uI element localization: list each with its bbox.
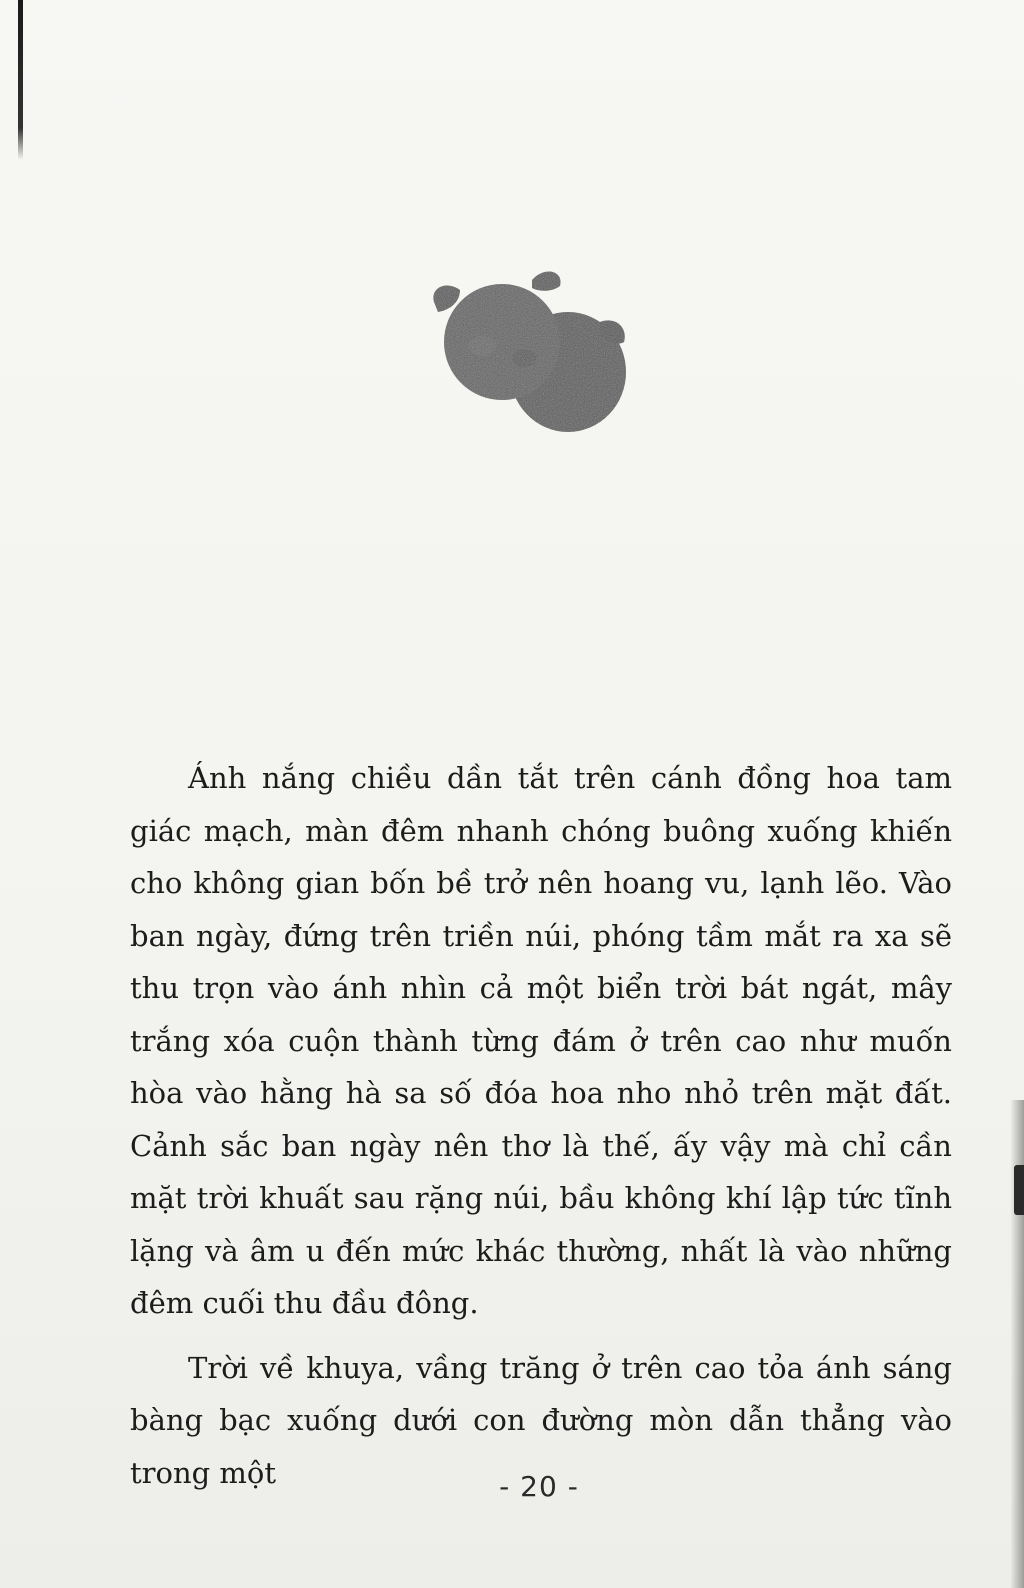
paragraph-2: Trời về khuya, vầng trăng ở trên cao tỏa ánh sáng bàng bạc xuống dưới con đường mòn dẫn thẳng vào trong một [130, 1350, 952, 1490]
page-number: - 20 - [499, 1470, 579, 1503]
binding-edge-line [18, 0, 23, 160]
chapter-body-text [130, 752, 952, 1511]
page-edge-mark [1014, 1165, 1024, 1215]
bear-heads-ornament-icon [420, 262, 640, 442]
bear-head-front [433, 271, 560, 400]
paragraph-1: Ánh nắng chiều dần tắt trên cánh đồng hoa tam giác mạch, màn đêm nhanh chóng buông xuống khiến cho không gian bốn bề trở nên hoang vu, lạnh lẽo. Vào ban ngày, đứng trên triền núi, phóng tầm mắt ra xa sẽ thu trọn vào ánh nhìn cả một biển trời bát ngát, mây trắng xóa cuộn thành từng đám ở trên cao như muốn hòa vào hằng hà sa số đóa hoa nho nhỏ trên mặt đất. Cảnh sắc ban ngày nên thơ là thế, ấy vậy mà chỉ cần mặt trời khuất sau rặng núi, bầu không khí lập tức tĩnh lặng và âm u đến mức khác thường, nhất là vào những đêm cuối thu đầu đông. [130, 761, 952, 1320]
